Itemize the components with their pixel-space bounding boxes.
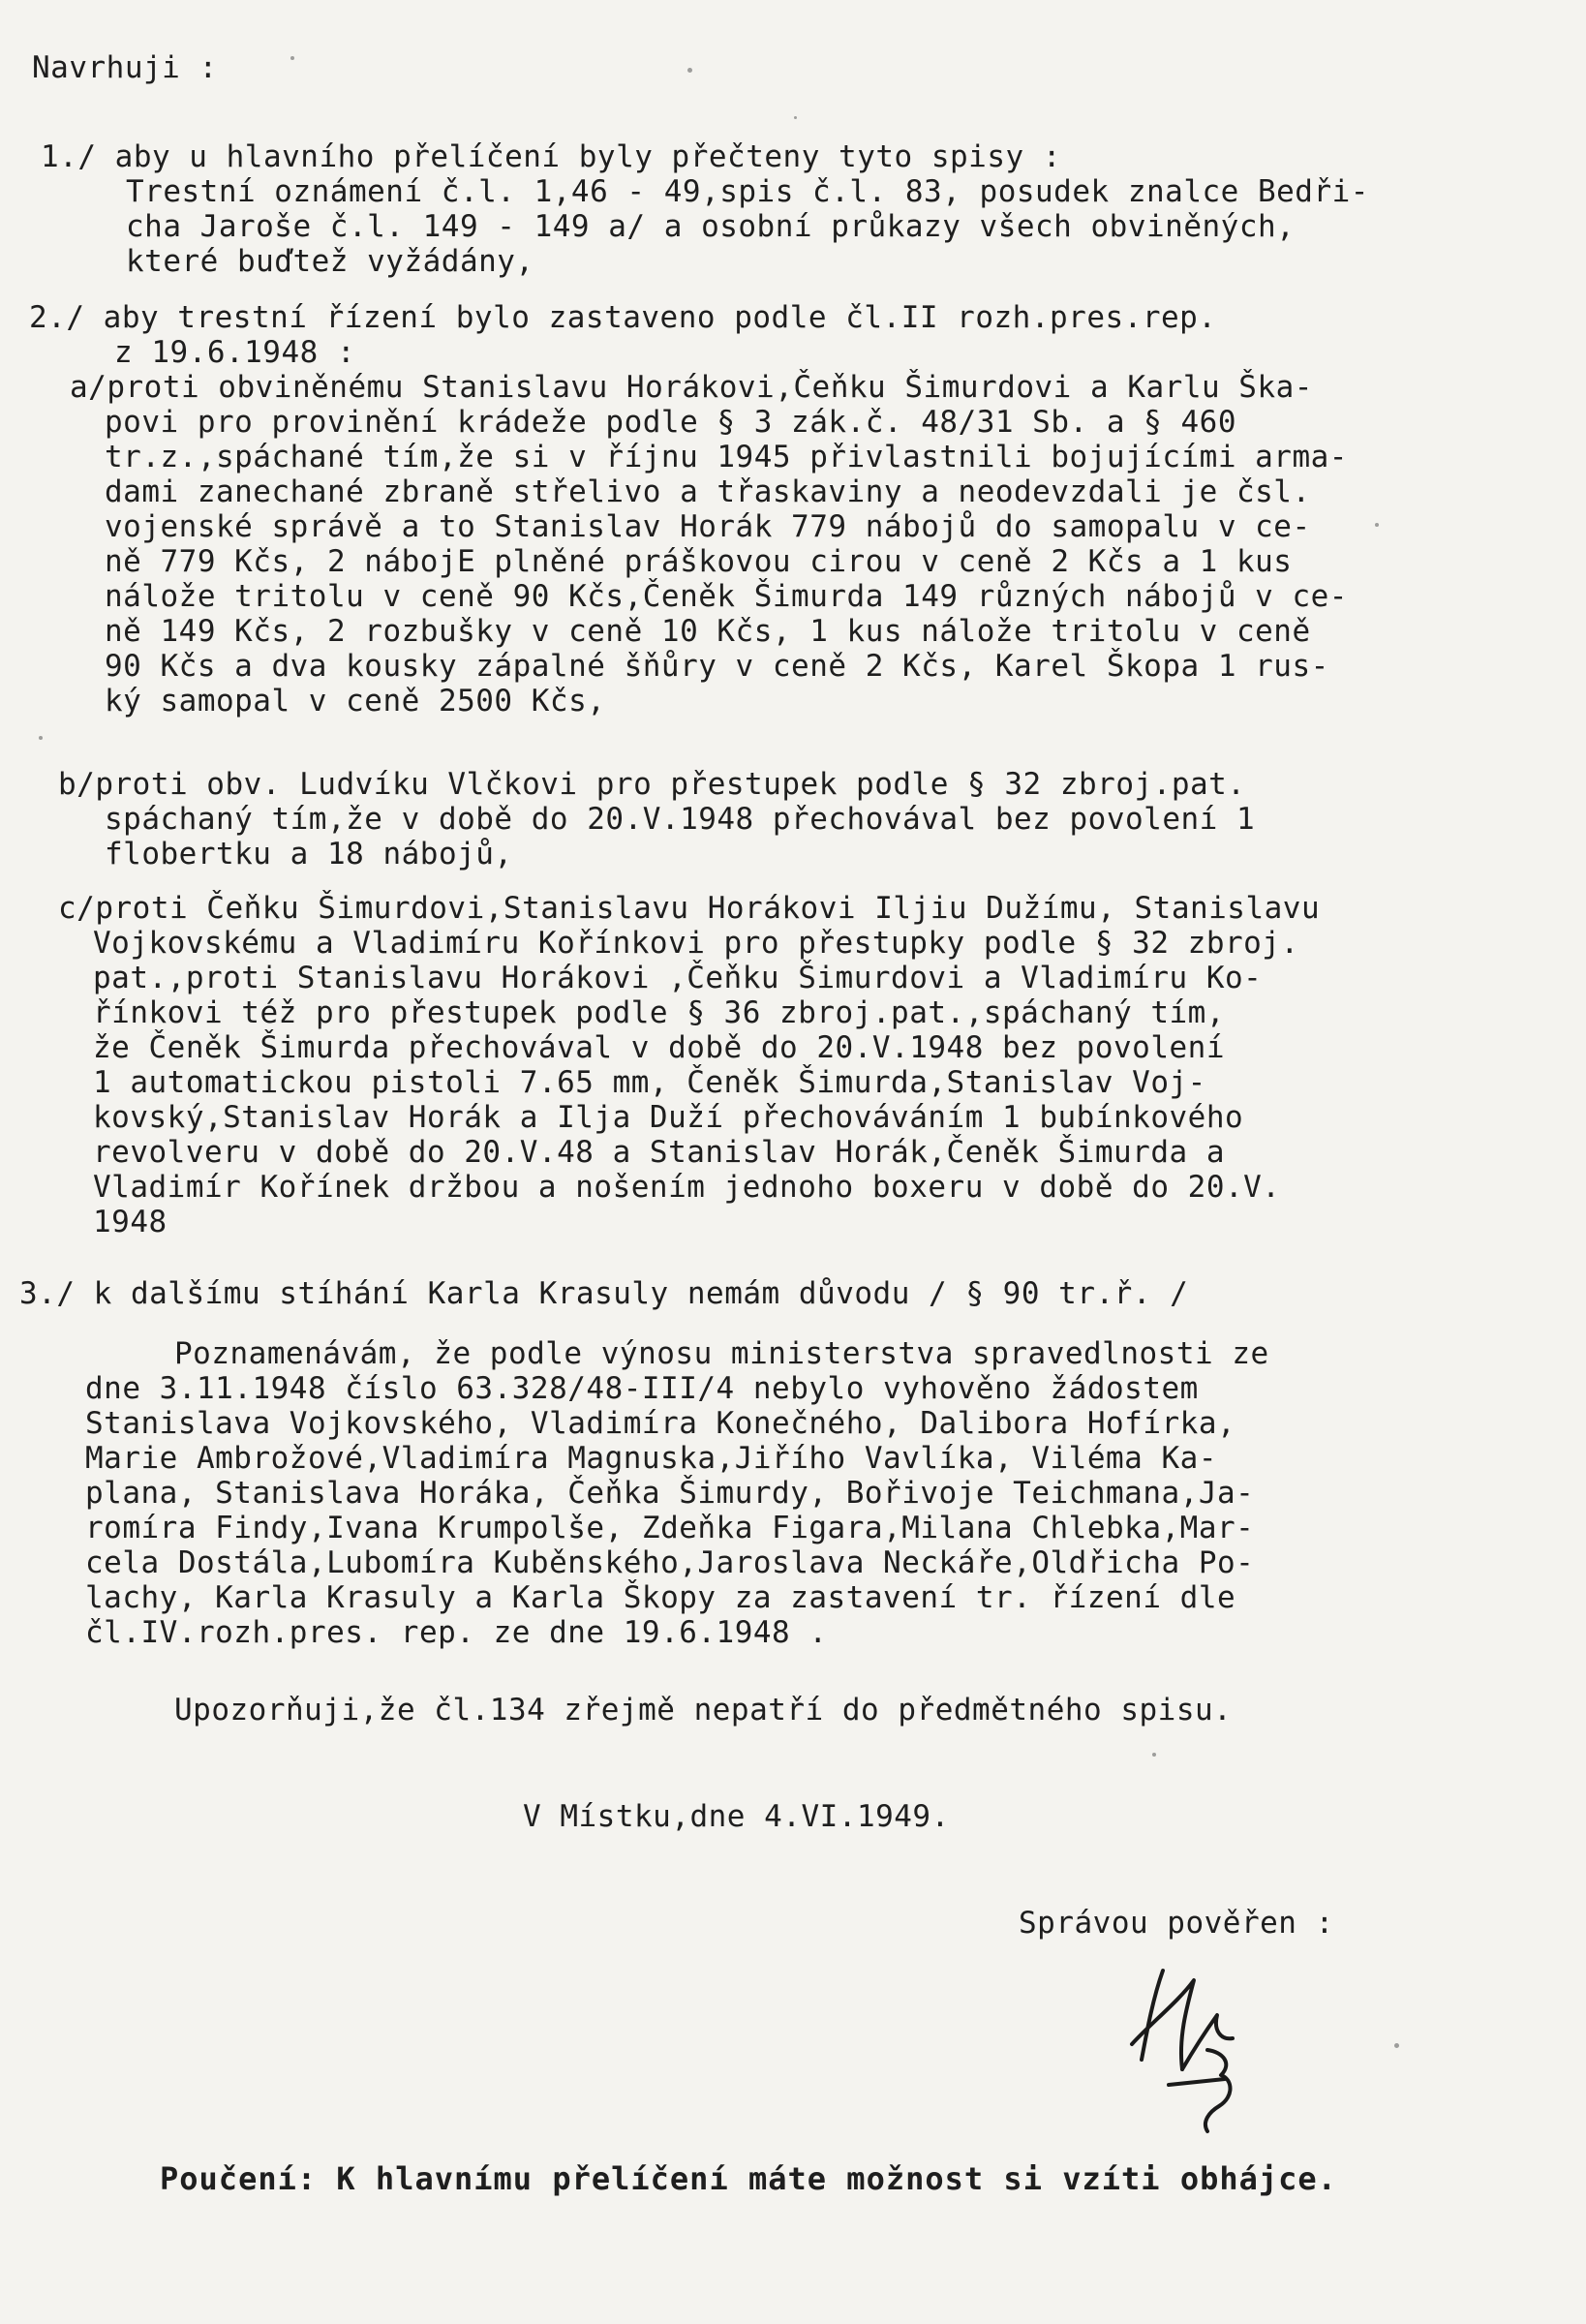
- document-line: 90 Kčs a dva kousky zápalné šňůry v ceně 2 Kčs, Karel Škopa 1 rus-: [105, 649, 1329, 684]
- document-line: tr.z.,spáchané tím,že si v říjnu 1945 přivlastnili bojujícími arma-: [105, 440, 1348, 474]
- document-line: romíra Findy,Ivana Krumpolše, Zdeňka Figara,Milana Chlebka,Mar-: [85, 1511, 1255, 1545]
- document-line: 3./ k dalšímu stíhání Karla Krasuly nemám důvodu / § 90 tr.ř. /: [19, 1276, 1189, 1311]
- document-line: nálože tritolu v ceně 90 Kčs,Čeněk Šimurda 149 různých nábojů v ce-: [105, 579, 1348, 614]
- document-line: revolveru v době do 20.V.48 a Stanislav Horák,Čeněk Šimurda a: [93, 1135, 1225, 1170]
- scan-speck: [1394, 2043, 1399, 2048]
- document-line: 1./ aby u hlavního přelíčení byly přečteny tyto spisy :: [41, 139, 1061, 174]
- scan-speck: [290, 56, 294, 60]
- document-line: z 19.6.1948 :: [114, 335, 356, 370]
- scan-speck: [1375, 523, 1379, 527]
- document-line: cha Jaroše č.l. 149 - 149 a/ a osobní průkazy všech obviněných,: [126, 209, 1296, 244]
- scan-speck: [687, 68, 692, 73]
- document-line: dne 3.11.1948 číslo 63.328/48-III/4 nebylo vyhověno žádostem: [85, 1371, 1199, 1406]
- document-line: čl.IV.rozh.pres. rep. ze dne 19.6.1948 .: [85, 1615, 828, 1650]
- document-line: flobertku a 18 nábojů,: [105, 837, 513, 872]
- document-line: spáchaný tím,že v době do 20.V.1948 přechovával bez povolení 1: [105, 802, 1256, 837]
- document-line: ně 149 Kčs, 2 rozbušky v ceně 10 Kčs, 1 kus nálože tritolu v ceně: [105, 614, 1311, 649]
- document-line: ký samopal v ceně 2500 Kčs,: [105, 684, 606, 719]
- document-line: 1 automatickou pistoli 7.65 mm, Čeněk Šimurda,Stanislav Voj-: [93, 1065, 1206, 1100]
- scan-speck: [794, 116, 797, 119]
- document-line: Stanislava Vojkovského, Vladimíra Konečného, Dalibora Hofírka,: [85, 1406, 1236, 1441]
- document-line: lachy, Karla Krasuly a Karla Škopy za zastavení tr. řízení dle: [85, 1580, 1236, 1615]
- document-line: a/proti obviněnému Stanislavu Horákovi,Čeňku Šimurdovi a Karlu Ška-: [70, 370, 1313, 405]
- document-line: které buďtež vyžádány,: [126, 244, 534, 279]
- document-line: povi pro provinění krádeže podle § 3 zák.č. 48/31 Sb. a § 460: [105, 405, 1236, 440]
- document-line: Vladimír Kořínek držbou a nošením jednoho boxeru v době do 20.V.: [93, 1170, 1281, 1205]
- document-line: Poznamenávám, že podle výnosu ministerstva spravedlnosti ze: [174, 1336, 1269, 1371]
- document-line: ně 779 Kčs, 2 nábojE plněné práškovou cirou v ceně 2 Kčs a 1 kus: [105, 544, 1293, 579]
- place-date-line: V Místku,dne 4.VI.1949.: [523, 1799, 950, 1834]
- document-line: plana, Stanislava Horáka, Čeňka Šimurdy, Bořivoje Teichmana,Ja-: [85, 1476, 1255, 1511]
- document-line: Trestní oznámení č.l. 1,46 - 49,spis č.l. 83, posudek znalce Bedři-: [126, 174, 1369, 209]
- document-line: 2./ aby trestní řízení bylo zastaveno podle čl.II rozh.pres.rep.: [29, 300, 1217, 335]
- handwritten-signature: [1118, 1951, 1264, 2135]
- document-line: Marie Ambrožové,Vladimíra Magnuska,Jiřího Vavlíka, Viléma Ka-: [85, 1441, 1217, 1476]
- document-line: dami zanechané zbraně střelivo a třaskaviny a neodevzdali je čsl.: [105, 474, 1311, 509]
- footer-notice: Poučení: K hlavnímu přelíčení máte možnost si vzíti obhájce.: [160, 2160, 1337, 2197]
- document-line: vojenské správě a to Stanislav Horák 779 nábojů do samopalu v ce-: [105, 509, 1311, 544]
- document-line: cela Dostála,Lubomíra Kuběnského,Jaroslava Neckáře,Oldřicha Po-: [85, 1545, 1255, 1580]
- document-line: b/proti obv. Ludvíku Vlčkovi pro přestupek podle § 32 zbroj.pat.: [58, 767, 1246, 802]
- scan-speck: [39, 736, 43, 740]
- document-line: kovský,Stanislav Horák a Ilja Duží přechováváním 1 bubínkového: [93, 1100, 1244, 1135]
- document-line: 1948: [93, 1205, 168, 1239]
- document-line: Upozorňuji,že čl.134 zřejmě nepatří do předmětného spisu.: [174, 1693, 1233, 1728]
- document-line: pat.,proti Stanislavu Horákovi ,Čeňku Šimurdovi a Vladimíru Ko-: [93, 961, 1263, 995]
- document-line: řínkovi též pro přestupek podle § 36 zbroj.pat.,spáchaný tím,: [93, 995, 1225, 1030]
- document-line: že Čeněk Šimurda přechovával v době do 20.V.1948 bez povolení: [93, 1030, 1225, 1065]
- document-heading: Navrhuji :: [32, 50, 218, 85]
- document-line: c/proti Čeňku Šimurdovi,Stanislavu Horákovi Iljiu Dužímu, Stanislavu: [58, 891, 1321, 926]
- signature-caption: Správou pověřen :: [1019, 1906, 1334, 1941]
- document-line: Vojkovskému a Vladimíru Kořínkovi pro přestupky podle § 32 zbroj.: [93, 926, 1299, 961]
- scan-speck: [1152, 1753, 1156, 1757]
